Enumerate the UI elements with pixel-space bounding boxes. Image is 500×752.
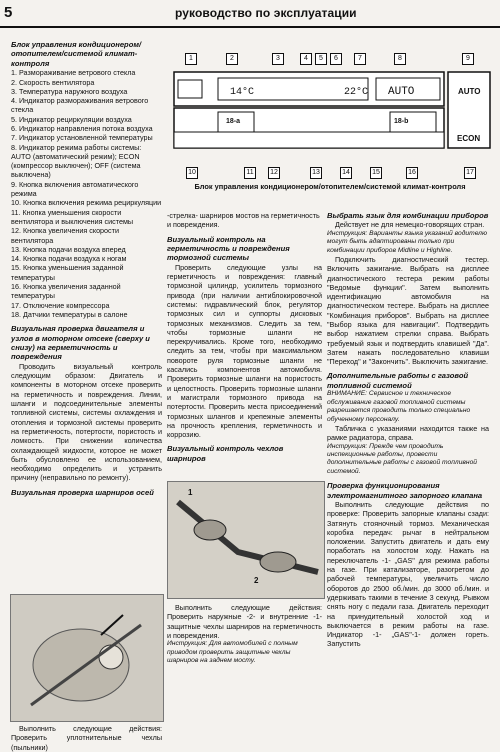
callout-5: 5 <box>315 53 327 65</box>
legend-item: 18. Датчики температуры в салоне <box>11 309 128 319</box>
callout-17: 17 <box>464 167 476 179</box>
language-section-title: Выбрать язык для комбинации приборов <box>327 211 489 220</box>
middle-bottom <box>167 603 322 665</box>
control-panel-diagram <box>166 30 494 200</box>
callout-10: 10 <box>186 167 198 179</box>
callout-9: 9 <box>462 53 474 65</box>
section-title-axles: Визуальная проверка шарниров осей <box>11 487 154 497</box>
legend-title: Блок управления кондиционером/отопителем/системой климат-контроля <box>11 40 142 68</box>
legend-item: 6. Индикатор направления потока воздуха <box>11 124 153 133</box>
legend-item: 11. Кнопка уменьшения скорости вентилятора и выключения системы <box>11 207 134 226</box>
cv-label-1: 1 <box>188 488 193 497</box>
legend-item: 1. Размораживание ветрового стекла <box>11 68 136 78</box>
legend-item: 17. Отключение компрессора <box>11 300 110 310</box>
legend-item: 14. Кнопка подачи воздуха к ногам <box>11 254 127 264</box>
legend-item: 13. Кнопка подачи воздуха вперед <box>11 244 126 254</box>
running-title: руководство по эксплуатации <box>175 6 357 20</box>
legend-item: 16. Кнопка увеличения заданной температуры <box>11 282 121 301</box>
callout-13: 13 <box>310 167 322 179</box>
cv-label-2: 2 <box>254 576 259 585</box>
callout-4: 4 <box>300 53 312 65</box>
brake-section-title: Визуальный контроль на герметичность и повреждения тормозной системы <box>167 234 290 263</box>
gas-section-title: Дополнительные работы с газовой топливной системой <box>327 371 469 390</box>
left-column <box>11 40 162 497</box>
mode-display: AUTO <box>388 86 415 98</box>
outside-temp-display: 14°C <box>230 87 255 98</box>
legend-item: 10. Кнопка включения режима рециркуляции <box>11 198 162 208</box>
page-header <box>0 0 500 28</box>
legend-item: 5. Индикатор рециркуляции воздуха <box>11 114 132 124</box>
legend-item: 8. Индикатор режима работы системы: AUTO (автоматический режим); ECON (компрессор выключен); OFF (система выключена) <box>11 142 142 180</box>
callout-8: 8 <box>394 53 406 65</box>
legend-item: 2. Скорость вентилятора <box>11 77 95 87</box>
sensor-18a-label: 18-a <box>226 118 241 125</box>
brake-section-body: Проверить следующие узлы на герметичность и повреждения: главный тормозной цилиндр, усилитель тормозного привода (при наличии антиблокировочной системы: гидравлический блок, регулятор тормозных сил и суппорты дисковых тормозных механизмов. Следить за тем, чтобы тормозные шланги не перекручивались. Кроме того, необходимо следить за тем, чтобы при максимальном повороте руля тормозные шланги не касались компонентов автомобиля. Проверить тормозные шланги на пористость и целостность. Проверить тормозные шланги и магистрали тормозного привода на потертости. Проверить места присоединений тормозных шлангов и крепежные элементы на прочность крепления, герметичность и коррозию. <box>167 262 322 440</box>
valve-section-title: Проверка функционирования электромагнитного запорного клапана <box>327 481 483 500</box>
boots-section-body: Выполнить следующие действия: Проверить наружные -2- и внутренние -1- защитные чехлы шарниров на герметичность и повреждения. <box>167 603 322 640</box>
legend-item: 15. Кнопка уменьшения заданной температуры <box>11 263 124 282</box>
boots-section-title: Визуальный контроль чехлов шарниров <box>167 444 284 463</box>
callout-3: 3 <box>272 53 284 65</box>
right-column <box>327 211 489 649</box>
middle-continuation: -стрелка- шарниров мостов на герметичность и повреждения. <box>167 211 320 230</box>
section-body-engine: Проводить визуальный контроль следующим образом: Двигатель и компоненты в моторном отсеке проверить на герметичность и повреждения. Линии, шланги и подсоединительные элементы топливной системы, системы охлаждения и отопления и тормозной системы проверить на герметичность, потертости, пористость и ломкость. При снижении количества охлаждающей жидкости, которое не может быть обусловлено ее использованием, необходимо определить и устранить причину (неправильно по ремонту). <box>11 361 162 483</box>
cv-boots-drawing <box>168 482 324 598</box>
legend-list <box>11 68 162 319</box>
gas-warning-note: ВНИМАНИЕ: Сервисное и техническое обслуживание газовой топливной системы разрешается проводить только специально обученному персоналу. <box>327 390 471 423</box>
callout-14: 14 <box>340 167 352 179</box>
panel-caption: Блок управления кондиционером/отопителем/системой климат-контроля <box>194 182 466 191</box>
auto-button: AUTO <box>458 87 481 96</box>
axle-joint-figure <box>10 594 164 722</box>
legend-item: 7. Индикатор установленной температуры <box>11 133 153 143</box>
gas-plate-text: Табличка с указаниями находится также на рамке радиатора, справа. <box>327 423 489 443</box>
language-section-note: Инструкция: Варианты языка указаний водителю могут быть адаптированы только при комбинации приборов Midline и Highline. <box>327 229 487 254</box>
cv-boots-figure <box>167 481 325 599</box>
legend-item: 9. Кнопка включения автоматического режима <box>11 179 139 199</box>
legend-item: 3. Температура наружного воздуха <box>11 86 128 96</box>
callout-15: 15 <box>370 167 382 179</box>
boots-section-note: Инструкция: Для автомобилей с полным приводом проверить защитные чехлы шарниров на заднем мосту. <box>167 640 298 664</box>
callout-6: 6 <box>330 53 342 65</box>
callout-12: 12 <box>268 167 280 179</box>
gas-instruction-note: Инструкция: Прежде чем проводить инспекционные работы, провести дополнительные работы с газовой топливной системой. <box>327 442 478 475</box>
callout-1: 1 <box>185 53 197 65</box>
callout-2: 2 <box>226 53 238 65</box>
language-section-intro: Действует не для немецко-говорящих стран. <box>335 220 485 230</box>
callout-16: 16 <box>406 167 418 179</box>
section-body-axles: Выполнить следующие действия: Проверить уплотнительные чехлы (пыльники) <box>11 724 162 752</box>
sensor-18b-label: 18-b <box>394 118 409 125</box>
callout-7: 7 <box>354 53 366 65</box>
valve-section-body: Выполнить следующие действия по проверке: Проверить запорные клапаны сзади: Затянуть стояночный тормоз. Механическая коробка передач: рычаг в нейтральном положении. Запустить двигатель и дать ему поработать на холостом ходу. Нажать на переключатель -1- „GAS" для режима работы на газе. При катализаторе, разогретом до рабочей температуры, увеличить число оборотов до 2500 об./мин. до 3000 об./мин. и удерживать такими в течение 3 секунд. Рывком снять ногу с педали газа. Двигатель переходит на принудительный холостой ход и выключается в режим работы на газе. Индикатор -1- „GAS"-1- должен гореть. Запустить <box>327 499 489 649</box>
set-temp-display: 22°C <box>344 87 369 98</box>
page-number: 5 <box>4 4 13 21</box>
legend-item: 4. Индикатор размораживания ветрового стекла <box>11 96 149 115</box>
legend-item: 12. Кнопка увеличения скорости вентилятора <box>11 226 119 245</box>
axle-joint-drawing <box>11 595 163 721</box>
language-section-body: Подключить диагностический тестер. Включить зажигание. Выбрать на дисплее диагностического тестера режим работы "Ведомые функции". Затем выполнить идентификацию автомобиля на диагностическом тестере. Выбрать на дисплее "Комбинация приборов". Выбрать на дисплее "Выбор языка для навигации". Подтвердить выбор нажатием стрелки справа. Выбрать требуемый язык и подтвердить клавишей "Да". Затем нажать последовательно клавиши "Переход" и "Закончить". Выключить зажигание. <box>327 254 489 367</box>
callout-11: 11 <box>244 167 256 179</box>
middle-column <box>167 211 322 463</box>
section-title-engine: Визуальная проверка двигателя и узлов в моторном отсеке (сверху и снизу) на герметичность и повреждения <box>11 324 150 362</box>
econ-button: ECON <box>457 134 481 143</box>
